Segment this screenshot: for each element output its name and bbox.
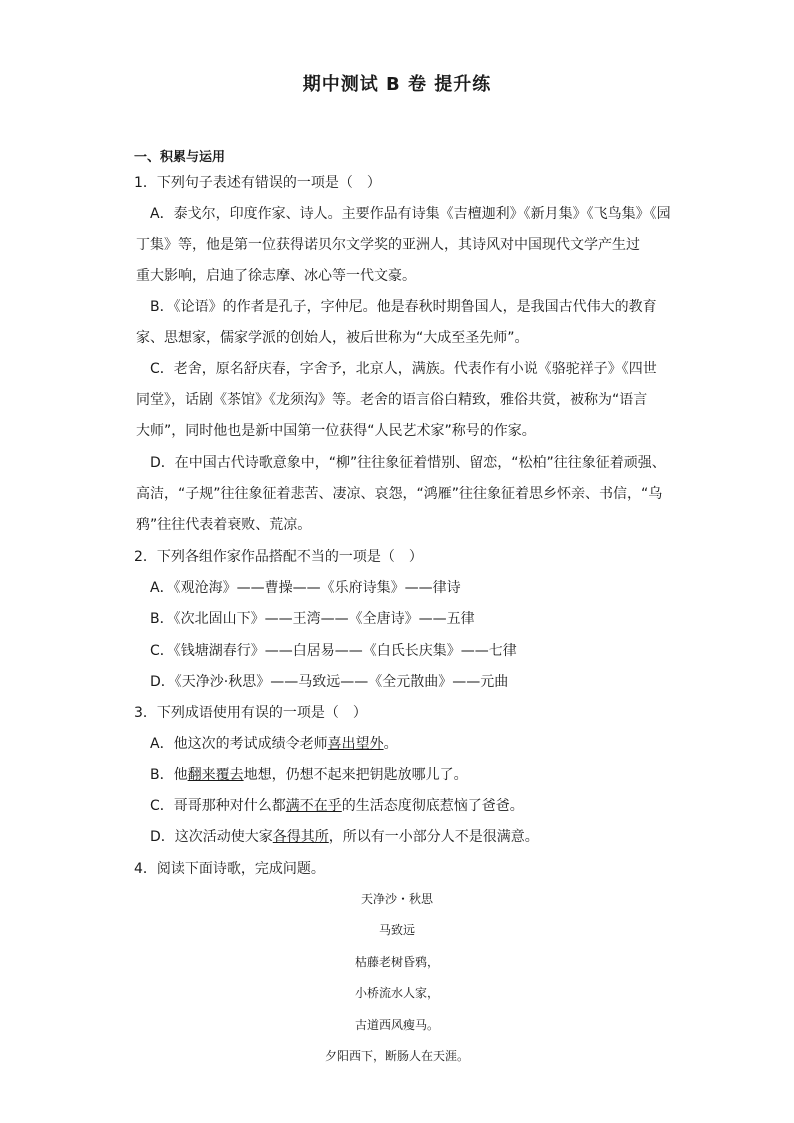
q1-option-c-line-1: C．老舍，原名舒庆春，字舍予，北京人，满族。代表作有小说《骆驼祥子》《四世	[150, 361, 657, 377]
q3-d-text-end: ，所以有一小部分人不是很满意。	[328, 829, 539, 845]
question-3-stem: 3．下列成语使用有误的一项是（ ）	[134, 705, 367, 721]
q2-option-c: C．《钱塘湖春行》——白居易——《白氏长庆集》——七律	[150, 643, 517, 659]
q3-c-text-end: 的生活态度彻底惹恼了爸爸。	[341, 798, 524, 814]
q2-option-b: B．《次北固山下》——王湾——《全唐诗》——五律	[150, 611, 475, 627]
q3-c-idiom: 满不在乎	[285, 798, 342, 814]
q1-option-a-line-2: 丁集》等，他是第一位获得诺贝尔文学奖的亚洲人，其诗风对中国现代文学产生过	[136, 237, 640, 253]
q1-option-d-line-3: 鸦”往往代表着衰败、荒凉。	[136, 517, 312, 533]
q1-option-d-line-1: D．在中国古代诗歌意象中，“柳”往往象征着惜别、留恋，“松柏”往往象征着顽强、	[150, 455, 666, 471]
q2-option-a: A．《观沧海》——曹操——《乐府诗集》——律诗	[150, 580, 461, 596]
poem-author: 马致远	[378, 923, 415, 937]
q3-option-b	[150, 764, 670, 784]
q1-option-c-line-3: 大师”，同时他也是新中国第一位获得“人民艺术家”称号的作家。	[136, 423, 536, 439]
q1-option-b-line-1: B．《论语》的作者是孔子，字仲尼。他是春秋时期鲁国人，是我国古代伟大的教育	[150, 299, 657, 315]
question-1-stem: 1．下列句子表述有错误的一项是（ ）	[134, 175, 381, 191]
q1-option-a-line-3: 重大影响，启迪了徐志摩、冰心等一代文豪。	[136, 268, 416, 284]
q3-option-a	[150, 733, 670, 753]
q1-option-c-line-2: 同堂》，话剧《茶馆》《龙须沟》等。老舍的语言俗白精致，雅俗共赏，被称为“语言	[136, 392, 648, 408]
q3-b-text: B．他	[150, 767, 188, 783]
q3-a-idiom: 喜出望外	[327, 736, 384, 752]
page-title: 期中测试 B 卷 提升练	[302, 74, 492, 95]
question-4-stem: 4．阅读下面诗歌，完成问题。	[134, 861, 325, 877]
q3-option-c	[150, 795, 670, 815]
poem-line-2: 小桥流水人家，	[354, 986, 439, 1000]
q1-option-d-line-2: 高洁，“子规”往往象征着悲苦、凄凉、哀怨，“鸿雁”往往象征着思乡怀亲、书信，“乌	[136, 486, 663, 502]
q3-a-text: A．他这次的考试成绩令老师	[150, 736, 328, 752]
q3-b-text-end: 地想，仍想不起来把钥匙放哪儿了。	[243, 767, 468, 783]
q3-d-text: D．这次活动使大家	[150, 829, 273, 845]
q3-a-text-end: 。	[383, 736, 398, 752]
poem-line-4: 夕阳西下，断肠人在天涯。	[324, 1049, 469, 1063]
q3-option-d	[150, 826, 670, 846]
q1-option-b-line-2: 家、思想家，儒家学派的创始人，被后世称为“大成至圣先师”。	[136, 330, 529, 346]
q3-b-idiom: 翻来覆去	[187, 767, 244, 783]
q3-c-text: C．哥哥那种对什么都	[150, 798, 286, 814]
poem-line-3: 古道西风瘦马。	[354, 1018, 439, 1032]
poem-title: 天净沙・秋思	[360, 892, 433, 906]
q2-option-d: D．《天净沙·秋思》——马致远——《全元散曲》——元曲	[150, 674, 509, 690]
q1-option-a-line-1: A．泰戈尔，印度作家、诗人。主要作品有诗集《吉檀迦利》《新月集》《飞鸟集》《园	[150, 206, 671, 222]
question-2-stem: 2．下列各组作家作品搭配不当的一项是（ ）	[134, 549, 423, 565]
q3-d-idiom: 各得其所	[272, 829, 329, 845]
section-heading: 一、积累与运用	[134, 150, 226, 165]
poem-line-1: 枯藤老树昏鸦，	[354, 955, 439, 969]
